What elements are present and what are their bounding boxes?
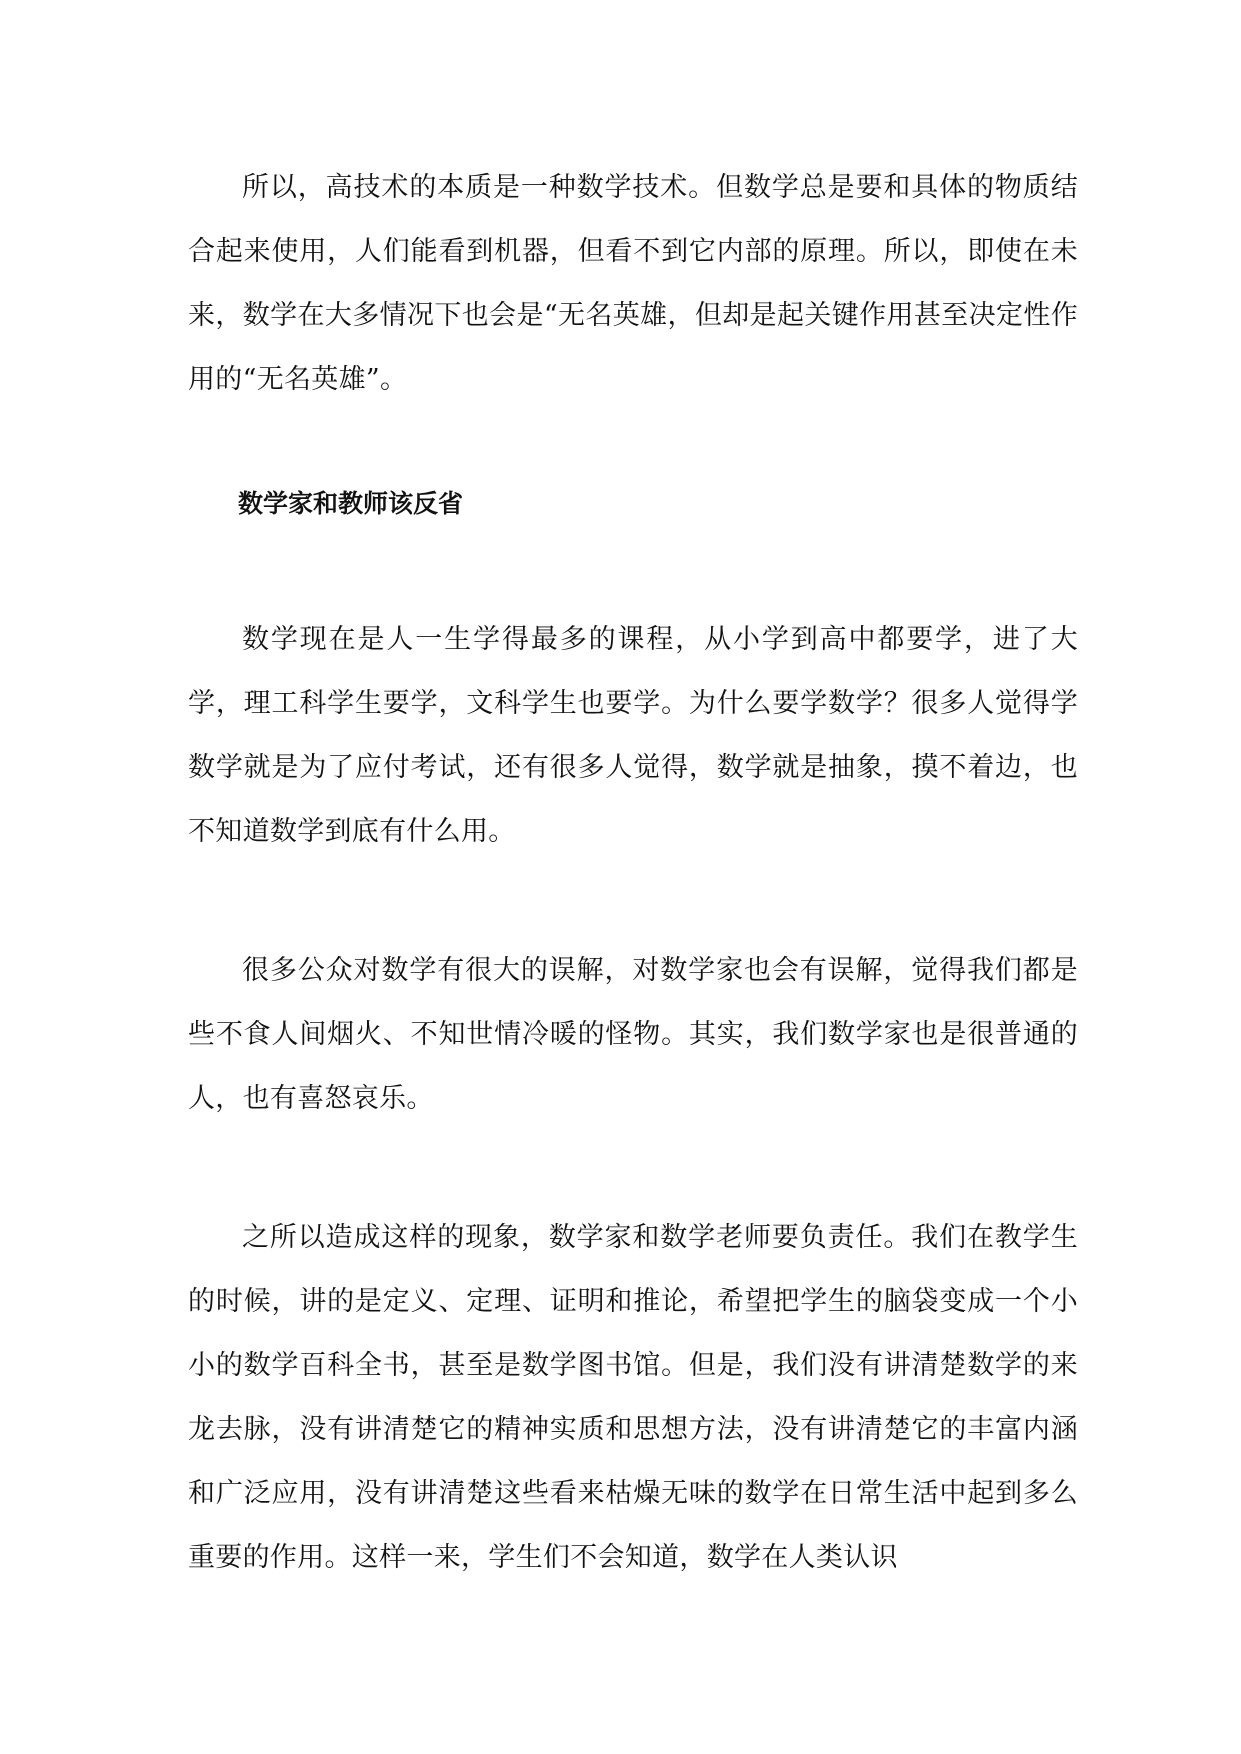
paragraph-4: 之所以造成这样的现象，数学家和数学老师要负责任。我们在教学生的时候，讲的是定义、定理、证明和推论，希望把学生的脑袋变成一个小小的数学百科全书，甚至是数学图书馆。但是，我们没有讲清楚数学的来龙去脉，没有讲清楚它的精神实质和思想方法，没有讲清楚它的丰富内涵和广泛应用，没有讲清楚这些看来枯燥无味的数学在日常生活中起到多么重要的作用。这样一来，学生们不会知道，数学在人类认识 (188, 1222, 1078, 1573)
spacer (188, 524, 1078, 608)
document-body (188, 156, 1078, 1590)
spacer (188, 412, 1078, 484)
paragraph-2: 数学现在是人一生学得最多的课程，从小学到高中都要学，进了大学，理工科学生要学，文科学生也要学。为什么要学数学？很多人觉得学数学就是为了应付考试，还有很多人觉得，数学就是抽象，摸不着边，也不知道数学到底有什么用。 (188, 624, 1078, 847)
paragraph-3: 很多公众对数学有很大的误解，对数学家也会有误解，觉得我们都是些不食人间烟火、不知世情冷暖的怪物。其实，我们数学家也是很普通的人，也有喜怒哀乐。 (188, 955, 1078, 1114)
spacer (188, 1131, 1078, 1206)
paragraph-1: 所以，高技术的本质是一种数学技术。但数学总是要和具体的物质结合起来使用，人们能看到机器，但看不到它内部的原理。所以，即使在未来，数学在大多情况下也会是“无名英雄，但却是起关键作用甚至决定性作用的“无名英雄”。 (188, 172, 1078, 395)
spacer (188, 864, 1078, 939)
section-heading: 数学家和教师该反省 (238, 489, 464, 518)
